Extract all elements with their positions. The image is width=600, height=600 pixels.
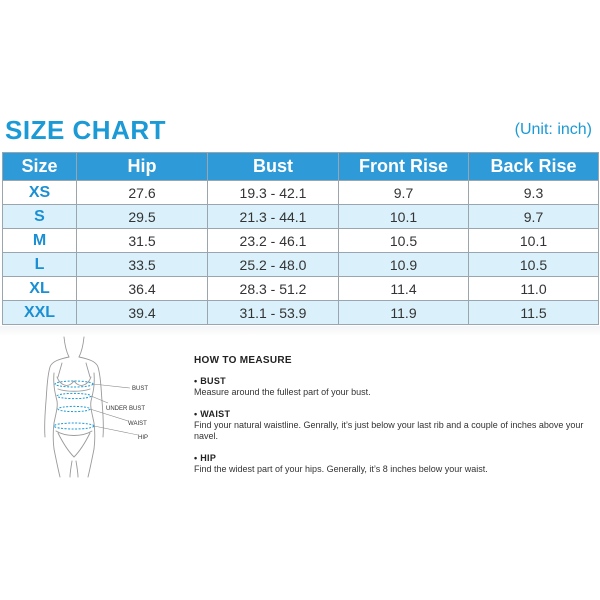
size-cell: XL <box>3 277 77 301</box>
figure-left-side <box>53 373 57 449</box>
hip-cell: 27.6 <box>77 181 208 205</box>
front-rise-cell: 9.7 <box>339 181 469 205</box>
size-table <box>2 152 599 325</box>
header-hip: Hip <box>77 153 208 181</box>
front-rise-cell: 11.9 <box>339 301 469 325</box>
table-row <box>3 181 599 205</box>
back-rise-cell: 10.5 <box>469 253 599 277</box>
back-rise-cell: 10.1 <box>469 229 599 253</box>
table-header-row <box>3 153 599 181</box>
waist-instruction <box>194 409 594 442</box>
back-rise-cell: 11.5 <box>469 301 599 325</box>
bust-cell: 23.2 - 46.1 <box>208 229 339 253</box>
hip-instruction <box>194 453 594 475</box>
header-bust: Bust <box>208 153 339 181</box>
hip-band <box>54 423 94 429</box>
figure-left-arm <box>45 357 69 437</box>
size-cell: M <box>3 229 77 253</box>
step-description: Find your natural waistline. Genrally, it’s just below your last rib and a couple of inches above your navel. <box>194 420 584 441</box>
bust-cell: 28.3 - 51.2 <box>208 277 339 301</box>
front-rise-cell: 10.9 <box>339 253 469 277</box>
waist-label: WAIST <box>128 421 147 427</box>
table-row <box>3 205 599 229</box>
header-front-rise: Front Rise <box>339 153 469 181</box>
step-heading: • HIP <box>194 453 217 463</box>
step-heading: • WAIST <box>194 409 231 419</box>
bust-instruction <box>194 376 594 398</box>
table-row <box>3 229 599 253</box>
header-back-rise: Back Rise <box>469 153 599 181</box>
table-row <box>3 277 599 301</box>
step-description: Measure around the fullest part of your bust. <box>194 387 371 397</box>
back-rise-cell: 9.3 <box>469 181 599 205</box>
size-cell: XS <box>3 181 77 205</box>
hip-cell: 39.4 <box>77 301 208 325</box>
how-to-measure-section <box>194 355 594 486</box>
waist-band <box>58 406 90 411</box>
hip-cell: 36.4 <box>77 277 208 301</box>
front-rise-cell: 10.5 <box>339 229 469 253</box>
unit-label: (Unit: inch) <box>514 121 592 138</box>
bust-cell: 21.3 - 44.1 <box>208 205 339 229</box>
step-description: Find the widest part of your hips. Generally, it’s 8 inches below your waist. <box>194 464 488 474</box>
hip-cell: 33.5 <box>77 253 208 277</box>
bust-cell: 19.3 - 42.1 <box>208 181 339 205</box>
back-rise-cell: 9.7 <box>469 205 599 229</box>
table-row <box>3 301 599 325</box>
bust-label: BUST <box>132 386 149 392</box>
front-rise-cell: 11.4 <box>339 277 469 301</box>
figure-right-arm <box>79 357 103 437</box>
header-size: Size <box>3 153 77 181</box>
page-title: SIZE CHART <box>5 115 166 145</box>
step-heading: • BUST <box>194 376 226 386</box>
figure-brief <box>56 431 92 457</box>
figure-neck <box>64 337 84 357</box>
bust-cell: 31.1 - 53.9 <box>208 301 339 325</box>
size-cell: XXL <box>3 301 77 325</box>
body-figure-illustration <box>22 333 162 478</box>
underbust-band <box>57 393 91 398</box>
front-rise-cell: 10.1 <box>339 205 469 229</box>
table-row <box>3 253 599 277</box>
hip-cell: 29.5 <box>77 205 208 229</box>
hip-label: HIP <box>138 435 149 441</box>
size-cell: L <box>3 253 77 277</box>
back-rise-cell: 11.0 <box>469 277 599 301</box>
how-to-measure-title: HOW TO MEASURE <box>194 355 292 366</box>
hip-cell: 31.5 <box>77 229 208 253</box>
size-cell: S <box>3 205 77 229</box>
underbust-label: UNDER BUST <box>106 406 146 412</box>
bust-cell: 25.2 - 48.0 <box>208 253 339 277</box>
bust-band <box>55 381 93 387</box>
